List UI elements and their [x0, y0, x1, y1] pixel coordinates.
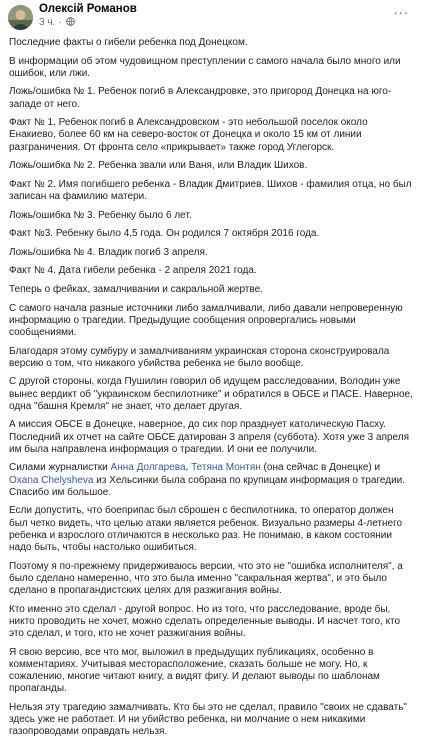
thanks-paragraph: [9, 462, 414, 499]
paragraph: А миссия ОБСЕ в Донецке, наверное, до сих пор празднует католическую Пасху. Последний их отчет на сайте ОБСЕ датирован 3 апреля (суббота). Хотя уже 3 апреля им была направлена информация о трагедии. И они ее получили.: [9, 419, 410, 455]
paragraph: Факт № 4. Дата гибели ребенка - 2 апреля 2021 года.: [9, 265, 257, 277]
thanks-prefix: Силами журналистки: [9, 462, 111, 474]
paragraph: Последние факты о гибели ребенка под Донецком.: [9, 37, 248, 48]
paragraph: Поэтому я по-прежнему придерживаюсь версии, что это не "ошибка исполнителя", а было сделано намеренно, что это была именно "сакральная жертва", и это было сделано в пропагандистских целях для разжигания войны.: [9, 560, 403, 596]
paragraph: С самого начала разные источники либо замалчивали, либо давали непроверенную информацию о трагедии. Предыдущие сообщения опровергались новыми сообщениями.: [9, 302, 403, 338]
tag-tetyana-montyan[interactable]: Тетяна Монтян: [191, 462, 261, 474]
paragraph: Если допустить, что боеприпас был сброшен с беспилотника, то оператор должен был четко видеть, что целью атаки является ребенок. Визуально размеры 4-летнего ребенка и взрослого отличаются в несколько раз. Не понимаю, в каком состоянии надо быть, чтобы настолько ошибиться.: [9, 505, 403, 553]
paragraph: Благодаря этому сумбуру и замалчиваниям украинская сторона сконструировала версию о том, что никакого убийства ребенка не было вообще.: [9, 345, 390, 369]
paragraph: Ложь/ошибка № 3. Ребенку было 6 лет.: [9, 209, 192, 221]
paragraph: Кто именно это сделал - другой вопрос. Но из того, что расследование, вроде бы, никто проводить не хочет, можно сделать определенные выводы. И насчет того, кто это сделал, и того, кто не хочет разжигания войны.: [9, 603, 401, 639]
paragraph: Факт №3. Ребенку было 4,5 года. Он родился 7 октября 2016 года.: [9, 228, 320, 240]
paragraph: Факт № 2. Имя погибшего ребенка - Владик Дмитриев. Шихов - фамилия отца, но был записан на фамилию матери.: [9, 178, 412, 202]
avatar-photo: [8, 5, 33, 30]
paragraph: Я свою версию, все что мог, выложил в предыдущих публикациях, особенно в комментариях. Учитывая месторасположение, сказать больше не могу. Но, к сожалению, многие читают книгу, а видят фигу. И делают выводы по шаблонам пропаганды.: [9, 646, 380, 695]
post-text: [9, 37, 414, 745]
paragraph: Ложь/ошибка № 2. Ребенка звали или Ваня, или Владик Шихов.: [9, 160, 308, 172]
tag-anna-dolgareva[interactable]: Анна Долгарева: [110, 462, 186, 474]
post-time[interactable]: 3 ч.: [39, 17, 56, 28]
author-avatar[interactable]: [8, 5, 33, 30]
thanks-middle: (она сейчас в Донецке) и: [260, 462, 381, 474]
paragraph: В информации об этом чудовищном преступлении с самого начала было много или ошибок, или лжи.: [9, 55, 401, 79]
paragraph: Теперь о фейках, замалчивании и сакральной жертве.: [9, 283, 263, 295]
paragraph: С другой стороны, когда Пушилин говорил об идущем расследовании, Володин уже вынес вердикт об "украинском беспилотнике" и обратился в ОБСЕ и ПАСЕ. Наверное, одна "башня Кремля" не знает, что делает другая.: [9, 376, 413, 412]
more-options-icon[interactable]: ···: [393, 4, 409, 20]
post-header: [0, 0, 421, 34]
thanks-suffix: из Хельсинки была собрана по крупицам информация о трагедии. Спасибо им большое.: [9, 474, 406, 498]
paragraph: Ложь/ошибка № 1. Ребенок погиб в Александровке, это пригород Донецка на юго-западе от него.: [9, 86, 392, 110]
globe-icon: [66, 17, 75, 29]
paragraph: Факт № 1. Ребенок погиб в Александровском - это небольшой поселок около Енакиево, более 60 км на северо-восток от Донецка и около 15 км от линии разграничения. От фронта село «прикрывает» также город Углегорск.: [9, 117, 368, 153]
post-meta: [39, 17, 75, 29]
author-name[interactable]: Олексій Романов: [39, 3, 137, 15]
tag-oxana-chelysheva[interactable]: Oxana Chelysheva: [9, 474, 94, 486]
meta-separator: ·: [58, 17, 62, 28]
thanks-sep: ,: [185, 462, 192, 474]
paragraph: Нельзя эту трагедию замалчивать. Кто бы это не сделал, правило "своих не сдавать" здесь уже не работает. И ни убийство ребенка, ни молчание о нем никакими газопроводами оправдать нельзя.: [9, 701, 407, 738]
paragraph: Ложь/ошибка № 4. Владик погиб 3 апреля.: [9, 246, 208, 258]
